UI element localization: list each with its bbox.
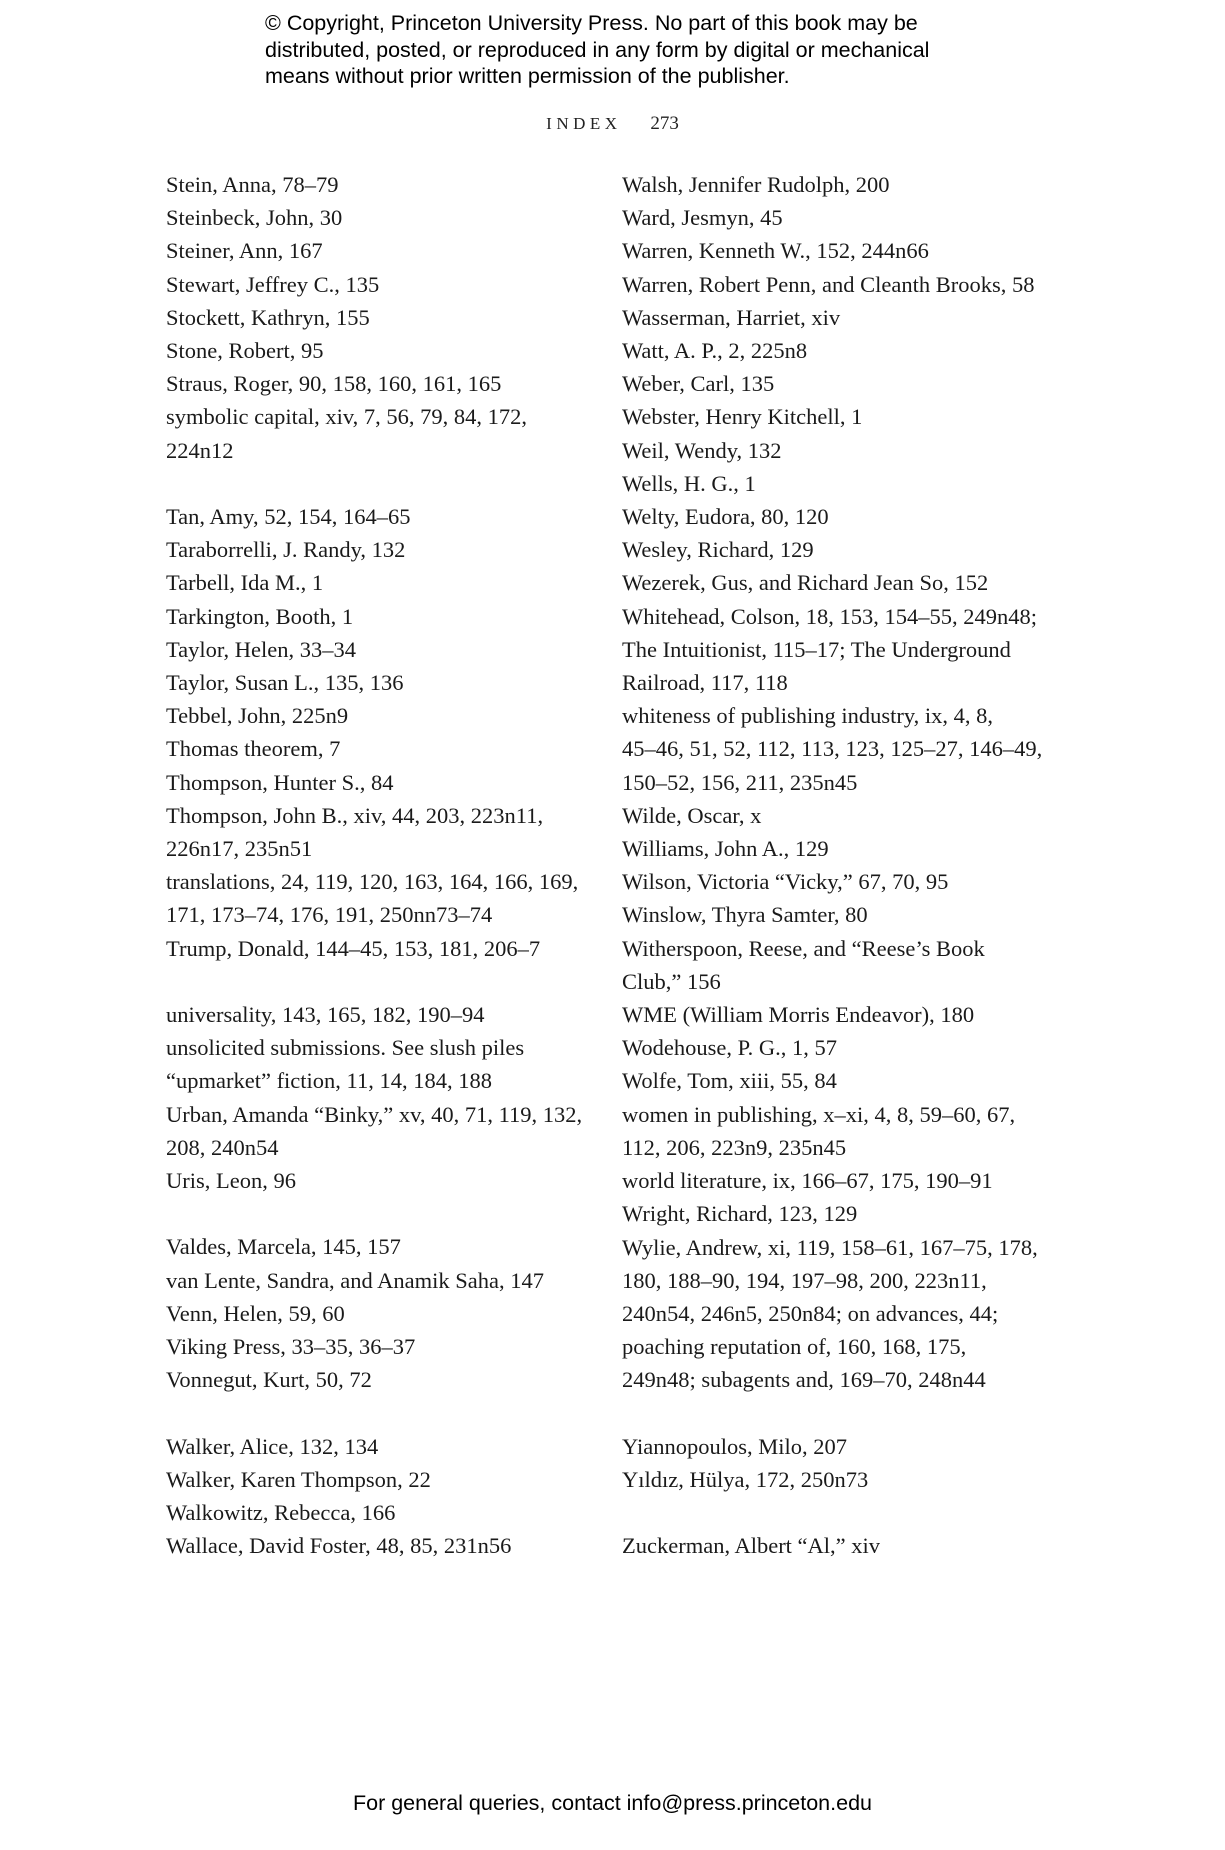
index-entry [622, 1064, 1102, 1097]
index-entry-line: Trump, Donald, 144–45, 153, 181, 206–7 [166, 935, 541, 961]
index-entry [622, 932, 1102, 998]
letter-group-gap [166, 1197, 596, 1230]
index-entry [622, 1231, 1102, 1397]
index-entry-line: 226n17, 235n51 [166, 836, 313, 862]
index-entry [622, 1197, 1102, 1230]
index-entry-line: Wilson, Victoria “Vicky,” 67, 70, 95 [622, 869, 949, 895]
index-entry [166, 600, 596, 633]
index-entry [166, 699, 596, 732]
index-entry-line: Taylor, Helen, 33–34 [166, 636, 356, 662]
index-entry-line: Stone, Robert, 95 [166, 338, 324, 364]
index-entry [166, 1363, 596, 1396]
index-entry-line: world literature, ix, 166–67, 175, 190–91 [622, 1168, 993, 1194]
index-entry-line: Tebbel, John, 225n9 [166, 703, 349, 729]
index-entry [622, 1529, 1102, 1562]
index-entry [166, 1098, 596, 1164]
index-entry [166, 766, 596, 799]
index-entry-line: Williams, John A., 129 [622, 836, 829, 862]
index-entry [622, 600, 1102, 700]
index-entry-line: 45–46, 51, 52, 112, 113, 123, 125–27, 146–49, [622, 736, 1043, 762]
index-entry-line: Club,” 156 [622, 968, 721, 994]
index-entry-line: Thompson, Hunter S., 84 [166, 769, 394, 795]
index-entry-line: poaching reputation of, 160, 168, 175, [622, 1334, 967, 1360]
index-entry [166, 334, 596, 367]
index-entry [166, 932, 596, 965]
index-entry [622, 1098, 1102, 1164]
index-entry [166, 400, 596, 466]
copyright-line: means without prior written permission of the publisher. [265, 64, 790, 88]
index-entry [166, 533, 596, 566]
index-entry-line: 208, 240n54 [166, 1134, 279, 1160]
index-entry-line: Wasserman, Harriet, xiv [622, 304, 841, 330]
index-entry [622, 832, 1102, 865]
index-entry [622, 799, 1102, 832]
index-entry [622, 268, 1102, 301]
index-entry-line: women in publishing, x–xi, 4, 8, 59–60, 67, [622, 1101, 1016, 1127]
letter-group-gap [622, 1496, 1102, 1529]
index-entry [166, 1330, 596, 1363]
index-entry [622, 998, 1102, 1031]
index-entry [622, 699, 1102, 799]
index-entry-line: 224n12 [166, 437, 234, 463]
index-entry-line: Weil, Wendy, 132 [622, 437, 782, 463]
index-entry-line: Tarkington, Booth, 1 [166, 603, 354, 629]
index-entry-line: 249n48; subagents and, 169–70, 248n44 [622, 1367, 986, 1393]
index-entry-line: Valdes, Marcela, 145, 157 [166, 1234, 401, 1260]
index-entry [166, 500, 596, 533]
index-entry-line: Walker, Alice, 132, 134 [166, 1433, 379, 1459]
index-entry-line: 240n54, 246n5, 250n84; on advances, 44; [622, 1300, 999, 1326]
letter-group-gap [622, 1397, 1102, 1430]
index-entry-line: Warren, Kenneth W., 152, 244n66 [622, 238, 929, 264]
index-entry [166, 1230, 596, 1263]
index-entry-line: universality, 143, 165, 182, 190–94 [166, 1002, 485, 1028]
letter-group-gap [166, 965, 596, 998]
copyright-line: distributed, posted, or reproduced in any form by digital or mechanical [265, 37, 930, 62]
running-head [0, 113, 1225, 135]
copyright-line: © Copyright, Princeton University Press. No part of this book may be [265, 11, 918, 35]
index-entry [166, 301, 596, 334]
index-entry [622, 334, 1102, 367]
index-entry [166, 732, 596, 765]
index-entry [622, 434, 1102, 467]
index-entry [622, 400, 1102, 433]
index-entry-line: Walsh, Jennifer Rudolph, 200 [622, 172, 890, 197]
index-entry-line: Walker, Karen Thompson, 22 [166, 1466, 431, 1492]
index-entry-line: Urban, Amanda “Binky,” xv, 40, 71, 119, 132, [166, 1101, 583, 1127]
index-entry-line: Thompson, John B., xiv, 44, 203, 223n11, [166, 802, 544, 828]
index-entry-line: Railroad, 117, 118 [622, 670, 788, 696]
index-entry-line: van Lente, Sandra, and Anamik Saha, 147 [166, 1267, 545, 1293]
index-entry [622, 1463, 1102, 1496]
index-entry-line: Tan, Amy, 52, 154, 164–65 [166, 504, 411, 530]
index-entry [166, 1031, 596, 1064]
index-entry-line: Ward, Jesmyn, 45 [622, 205, 783, 231]
index-entry-line: Weber, Carl, 135 [622, 371, 775, 397]
index-entry-line: Wylie, Andrew, xi, 119, 158–61, 167–75, 178, [622, 1234, 1038, 1260]
index-entry-line: Zuckerman, Albert “Al,” xiv [622, 1533, 881, 1559]
index-entry-line: Tarbell, Ida M., 1 [166, 570, 324, 596]
index-entry-line: Wodehouse, P. G., 1, 57 [622, 1035, 838, 1061]
index-entry [622, 467, 1102, 500]
index-entry-line: Wells, H. G., 1 [622, 470, 756, 496]
index-entry [622, 1164, 1102, 1197]
index-entry-line: Stockett, Kathryn, 155 [166, 304, 370, 330]
index-entry-line: whiteness of publishing industry, ix, 4, 8, [622, 703, 994, 729]
letter-group-gap [166, 467, 596, 500]
index-entry [166, 268, 596, 301]
index-column-left [166, 168, 596, 1562]
index-entry [622, 898, 1102, 931]
index-entry-line: Taylor, Susan L., 135, 136 [166, 670, 404, 696]
index-entry-line: translations, 24, 119, 120, 163, 164, 166, 169, [166, 869, 579, 895]
index-entry-line: Wesley, Richard, 129 [622, 537, 814, 563]
index-entry-line: Wilde, Oscar, x [622, 802, 762, 828]
index-entry-line: 171, 173–74, 176, 191, 250nn73–74 [166, 902, 493, 928]
index-entry-line: The Intuitionist, 115–17; The Underground [622, 636, 1011, 662]
index-entry [622, 500, 1102, 533]
index-entry [166, 1529, 596, 1562]
index-entry [622, 1430, 1102, 1463]
index-entry-line: Vonnegut, Kurt, 50, 72 [166, 1367, 372, 1393]
index-entry-line: Warren, Robert Penn, and Cleanth Brooks, 58 [622, 271, 1035, 297]
index-entry-line: Thomas theorem, 7 [166, 736, 341, 762]
index-entry [166, 201, 596, 234]
index-entry-line: Wezerek, Gus, and Richard Jean So, 152 [622, 570, 989, 596]
index-entry-line: Stein, Anna, 78–79 [166, 172, 339, 197]
index-entry [166, 1496, 596, 1529]
index-entry-line: Wright, Richard, 123, 129 [622, 1201, 858, 1227]
index-entry [622, 367, 1102, 400]
index-entry [166, 799, 596, 865]
index-entry-line: WME (William Morris Endeavor), 180 [622, 1002, 975, 1028]
index-entry [166, 367, 596, 400]
index-entry-line: Yıldız, Hülya, 172, 250n73 [622, 1466, 869, 1492]
index-entry-line: Webster, Henry Kitchell, 1 [622, 404, 863, 430]
index-entry [166, 1430, 596, 1463]
index-entry-line: Stewart, Jeffrey C., 135 [166, 271, 380, 297]
index-entry [622, 865, 1102, 898]
footer-contact: For general queries, contact info@press.princeton.edu [352, 1791, 872, 1815]
index-entry [166, 865, 596, 931]
index-entry-line: Watt, A. P., 2, 225n8 [622, 338, 808, 364]
index-entry [622, 234, 1102, 267]
running-head-label: INDEX [546, 114, 622, 133]
index-entry-line: Taraborrelli, J. Randy, 132 [166, 537, 406, 563]
index-entry [166, 566, 596, 599]
index-entry-line: 180, 188–90, 194, 197–98, 200, 223n11, [622, 1267, 987, 1293]
index-entry-line: Uris, Leon, 96 [166, 1168, 296, 1194]
index-entry-line: Walkowitz, Rebecca, 166 [166, 1500, 396, 1526]
index-entry-line: Straus, Roger, 90, 158, 160, 161, 165 [166, 371, 502, 397]
index-entry-line: Witherspoon, Reese, and “Reese’s Book [622, 935, 985, 961]
index-entry [166, 168, 596, 201]
index-entry-line: 112, 206, 223n9, 235n45 [622, 1134, 847, 1160]
index-entry [622, 201, 1102, 234]
index-entry-line: Venn, Helen, 59, 60 [166, 1300, 345, 1326]
index-entry-line: Viking Press, 33–35, 36–37 [166, 1334, 416, 1360]
index-entry-line: Winslow, Thyra Samter, 80 [622, 902, 868, 928]
index-entry [166, 633, 596, 666]
index-entry-line: 150–52, 156, 211, 235n45 [622, 769, 858, 795]
index-entry-line: unsolicited submissions. See slush piles [166, 1035, 525, 1061]
index-entry-line: “upmarket” fiction, 11, 14, 184, 188 [166, 1068, 492, 1094]
letter-group-gap [166, 1396, 596, 1429]
copyright-notice [265, 10, 1025, 90]
index-entry-line: Wolfe, Tom, xiii, 55, 84 [622, 1068, 837, 1094]
index-entry-line: Wallace, David Foster, 48, 85, 231n56 [166, 1533, 512, 1559]
index-entry-line: symbolic capital, xiv, 7, 56, 79, 84, 172, [166, 404, 527, 430]
index-entry [622, 168, 1102, 201]
index-entry [166, 1164, 596, 1197]
index-entry [166, 1463, 596, 1496]
index-entry-line: Whitehead, Colson, 18, 153, 154–55, 249n48; [622, 603, 1037, 629]
index-entry-line: Welty, Eudora, 80, 120 [622, 504, 829, 530]
index-entry [166, 1297, 596, 1330]
index-entry [622, 566, 1102, 599]
index-entry [622, 301, 1102, 334]
index-entry-line: Yiannopoulos, Milo, 207 [622, 1433, 848, 1459]
index-entry [622, 533, 1102, 566]
index-entry [622, 1031, 1102, 1064]
index-entry [166, 998, 596, 1031]
index-entry-line: Steiner, Ann, 167 [166, 238, 323, 264]
index-entry [166, 1264, 596, 1297]
index-column-right [622, 168, 1102, 1563]
index-entry-line: Steinbeck, John, 30 [166, 205, 343, 231]
index-entry [166, 666, 596, 699]
page-number: 273 [650, 113, 679, 134]
index-entry [166, 234, 596, 267]
index-entry [166, 1064, 596, 1097]
